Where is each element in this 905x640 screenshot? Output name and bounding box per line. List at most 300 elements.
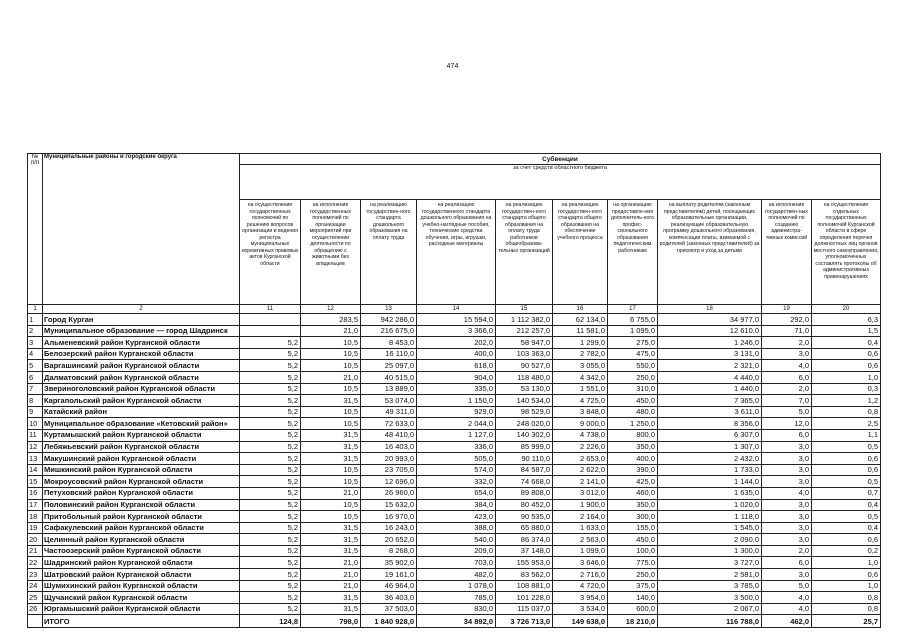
col-number: 15 (496, 305, 553, 314)
value-cell: 785,0 (417, 592, 496, 604)
row-number: 16 (28, 487, 43, 499)
value-cell: 10,5 (301, 360, 361, 372)
value-cell: 5,2 (240, 569, 301, 581)
value-cell: 9 000,0 (553, 418, 608, 430)
value-cell: 6 755,0 (608, 314, 658, 326)
value-cell: 0,5 (812, 476, 881, 488)
value-cell: 16 110,0 (361, 348, 417, 360)
value-cell: 116 788,0 (658, 615, 762, 628)
value-cell: 62 134,0 (553, 314, 608, 326)
value-cell: 15 632,0 (361, 499, 417, 511)
row-number: 7 (28, 383, 43, 395)
value-cell: 798,0 (301, 615, 361, 628)
value-cell: 1 020,0 (658, 499, 762, 511)
value-cell: 3 500,0 (658, 592, 762, 604)
value-cell: 12 610,0 (658, 325, 762, 337)
value-cell: 3,0 (762, 511, 812, 523)
value-cell: 5,2 (240, 360, 301, 372)
value-cell: 10,5 (301, 418, 361, 430)
value-cell: 3,0 (762, 499, 812, 511)
row-number: 26 (28, 603, 43, 615)
district-name: Притобольный район Курганской области (43, 511, 240, 523)
value-cell: 3,0 (762, 476, 812, 488)
row-number: 20 (28, 534, 43, 546)
value-cell: 540,0 (417, 534, 496, 546)
value-cell: 90 527,0 (496, 360, 553, 372)
value-cell: 140,0 (608, 592, 658, 604)
value-cell: 2,0 (762, 545, 812, 557)
value-cell: 21,0 (301, 557, 361, 569)
value-cell: 6,3 (812, 314, 881, 326)
value-cell: 0,6 (812, 534, 881, 546)
col-number: 18 (658, 305, 762, 314)
district-name: Белозерский район Курганской области (43, 348, 240, 360)
district-name: Шатровский район Курганской области (43, 569, 240, 581)
table-row (28, 499, 881, 511)
value-cell: 100,0 (608, 545, 658, 557)
value-cell: 600,0 (608, 603, 658, 615)
row-number: 12 (28, 441, 43, 453)
col-header-18: на выплату родителям (законным представителям) детей, посещающих образовательные организации, реализующие образовательную программу дошкольного образования, компенсации платы, взимаемой с родителей (законных представителей) за присмотр и уход за детьми (658, 200, 762, 305)
value-cell: 74 668,0 (496, 476, 553, 488)
table-row (28, 487, 881, 499)
value-cell: 90 535,0 (496, 511, 553, 523)
value-cell: 1 900,0 (553, 499, 608, 511)
value-cell: 2 090,0 (658, 534, 762, 546)
value-cell: 26 960,0 (361, 487, 417, 499)
value-cell: 3 611,0 (658, 406, 762, 418)
value-cell: 31,5 (301, 545, 361, 557)
value-cell: 5,2 (240, 418, 301, 430)
value-cell: 21,0 (301, 580, 361, 592)
table-row (28, 429, 881, 441)
value-cell: 10,5 (301, 348, 361, 360)
value-cell: 3,0 (762, 441, 812, 453)
district-name: Целинный район Курганской области (43, 534, 240, 546)
district-name: Петуховский район Курганской области (43, 487, 240, 499)
value-cell: 800,0 (608, 429, 658, 441)
value-cell: 942 286,0 (361, 314, 417, 326)
district-name: Мишкинский район Курганской области (43, 464, 240, 476)
value-cell: 0,3 (812, 383, 881, 395)
value-cell: 3 534,0 (553, 603, 608, 615)
value-cell: 3 646,0 (553, 557, 608, 569)
row-number: 8 (28, 395, 43, 407)
value-cell: 830,0 (417, 603, 496, 615)
value-cell: 2 321,0 (658, 360, 762, 372)
value-cell: 12,0 (762, 418, 812, 430)
row-number: 15 (28, 476, 43, 488)
value-cell: 0,6 (812, 360, 881, 372)
value-cell: 2 653,0 (553, 453, 608, 465)
district-name: Мокроусовский район Курганской области (43, 476, 240, 488)
value-cell: 21,0 (301, 569, 361, 581)
row-number: 19 (28, 522, 43, 534)
value-cell: 86 374,0 (496, 534, 553, 546)
value-cell: 85 999,0 (496, 441, 553, 453)
table-row (28, 557, 881, 569)
value-cell: 31,5 (301, 453, 361, 465)
row-number: 5 (28, 360, 43, 372)
value-cell: 335,0 (417, 383, 496, 395)
table-row (28, 569, 881, 581)
value-cell: 23 705,0 (361, 464, 417, 476)
row-number: 25 (28, 592, 43, 604)
value-cell: 1 733,0 (658, 464, 762, 476)
value-cell: 31,5 (301, 534, 361, 546)
value-cell: 350,0 (608, 441, 658, 453)
value-cell: 10,5 (301, 499, 361, 511)
value-cell: 462,0 (762, 615, 812, 628)
value-cell: 1 299,0 (553, 337, 608, 349)
value-cell (240, 325, 301, 337)
value-cell: 0,6 (812, 348, 881, 360)
table-row (28, 511, 881, 523)
value-cell: 5,2 (240, 592, 301, 604)
value-cell: 3 131,0 (658, 348, 762, 360)
value-cell: 1 545,0 (658, 522, 762, 534)
row-number: 24 (28, 580, 43, 592)
value-cell: 3 727,0 (658, 557, 762, 569)
district-name: Щучанский район Курганской области (43, 592, 240, 604)
row-number: 17 (28, 499, 43, 511)
value-cell: 35 902,0 (361, 557, 417, 569)
row-number: 13 (28, 453, 43, 465)
col-number: 16 (553, 305, 608, 314)
row-number (28, 615, 43, 628)
value-cell: 37 503,0 (361, 603, 417, 615)
value-cell: 1,0 (812, 557, 881, 569)
table-row (28, 580, 881, 592)
value-cell: 10,5 (301, 337, 361, 349)
value-cell: 31,5 (301, 429, 361, 441)
table-row (28, 325, 881, 337)
value-cell: 0,2 (812, 545, 881, 557)
district-name: Катайский район (43, 406, 240, 418)
value-cell: 1 144,0 (658, 476, 762, 488)
value-cell: 31,5 (301, 522, 361, 534)
row-number: 10 (28, 418, 43, 430)
value-cell: 1 840 928,0 (361, 615, 417, 628)
col-number: 19 (762, 305, 812, 314)
table-row (28, 522, 881, 534)
value-cell: 16 970,0 (361, 511, 417, 523)
row-number: 4 (28, 348, 43, 360)
value-cell: 2 716,0 (553, 569, 608, 581)
value-cell: 1 095,0 (608, 325, 658, 337)
value-cell: 0,4 (812, 499, 881, 511)
col-header-14: на реализацию государственного стандарта дошкольного образования на учебно-наглядные пособия, технические средства обучения, игры, игрушки, расходные материалы (417, 200, 496, 305)
value-cell: 283,5 (301, 314, 361, 326)
value-cell: 83 562,0 (496, 569, 553, 581)
value-cell: 149 638,0 (553, 615, 608, 628)
value-cell: 8 453,0 (361, 337, 417, 349)
value-cell: 0,5 (812, 441, 881, 453)
value-cell: 155,0 (608, 522, 658, 534)
source-header: за счет средств областного бюджета (240, 165, 881, 200)
value-cell: 216 675,0 (361, 325, 417, 337)
col-header-17: на организацию предоставле-ния дополнитель-ного профес-сионального образования педагогическим работникам (608, 200, 658, 305)
value-cell: 5,2 (240, 337, 301, 349)
value-cell: 40 515,0 (361, 371, 417, 383)
value-cell: 18 210,0 (608, 615, 658, 628)
value-cell: 7,0 (762, 395, 812, 407)
value-cell: 248 020,0 (496, 418, 553, 430)
value-cell: 5,2 (240, 603, 301, 615)
value-cell: 21,0 (301, 325, 361, 337)
value-cell: 10,5 (301, 406, 361, 418)
value-cell: 574,0 (417, 464, 496, 476)
value-cell: 5,2 (240, 441, 301, 453)
value-cell: 275,0 (608, 337, 658, 349)
row-number: 23 (28, 569, 43, 581)
value-cell: 2 226,0 (553, 441, 608, 453)
value-cell: 31,5 (301, 441, 361, 453)
value-cell: 375,0 (608, 580, 658, 592)
col-header-16: на реализацию государствен-ного стандарта общего образования на обеспечение учебного процесса (553, 200, 608, 305)
district-name: Куртамышский район Курганской области (43, 429, 240, 441)
value-cell: 654,0 (417, 487, 496, 499)
district-name: Варгашинский район Курганской области (43, 360, 240, 372)
value-cell: 929,0 (417, 406, 496, 418)
value-cell: 2 432,0 (658, 453, 762, 465)
value-cell: 0,8 (812, 603, 881, 615)
value-cell: 3 055,0 (553, 360, 608, 372)
col-number: 12 (301, 305, 361, 314)
value-cell: 1 635,0 (658, 487, 762, 499)
value-cell: 1 250,0 (608, 418, 658, 430)
value-cell: 3 954,0 (553, 592, 608, 604)
value-cell: 10,5 (301, 476, 361, 488)
value-cell: 4,0 (762, 603, 812, 615)
value-cell: 21,0 (301, 371, 361, 383)
value-cell: 2,5 (812, 418, 881, 430)
value-cell: 6,0 (762, 429, 812, 441)
value-cell: 3 726 713,0 (496, 615, 553, 628)
value-cell: 550,0 (608, 360, 658, 372)
value-cell: 5,2 (240, 534, 301, 546)
value-cell: 49 311,0 (361, 406, 417, 418)
value-cell: 618,0 (417, 360, 496, 372)
table-row (28, 314, 881, 326)
value-cell: 1,2 (812, 395, 881, 407)
value-cell: 209,0 (417, 545, 496, 557)
row-number: 18 (28, 511, 43, 523)
value-cell: 31,5 (301, 395, 361, 407)
value-cell: 5,2 (240, 348, 301, 360)
value-cell: 108 881,0 (496, 580, 553, 592)
value-cell: 4,0 (762, 360, 812, 372)
value-cell: 1 078,0 (417, 580, 496, 592)
value-cell: 3 785,0 (658, 580, 762, 592)
value-cell: 775,0 (608, 557, 658, 569)
value-cell: 2 782,0 (553, 348, 608, 360)
value-cell: 5,2 (240, 545, 301, 557)
value-cell: 80 452,0 (496, 499, 553, 511)
value-cell: 475,0 (608, 348, 658, 360)
table-row (28, 603, 881, 615)
value-cell: 2,0 (762, 383, 812, 395)
value-cell: 1 112 382,0 (496, 314, 553, 326)
value-cell: 5,2 (240, 557, 301, 569)
value-cell: 292,0 (762, 314, 812, 326)
value-cell: 4,0 (762, 487, 812, 499)
value-cell: 89 808,0 (496, 487, 553, 499)
value-cell: 202,0 (417, 337, 496, 349)
col-header-11: на осуществление государственных полномочий по решению вопросов организации и ведения регистра муниципальных нормативных правовых актов Курганской области (240, 200, 301, 305)
col-no-header: № п/п (28, 154, 43, 305)
value-cell: 3,0 (762, 569, 812, 581)
value-cell: 0,4 (812, 522, 881, 534)
row-number: 11 (28, 429, 43, 441)
value-cell: 10,5 (301, 464, 361, 476)
value-cell: 3,0 (762, 464, 812, 476)
value-cell: 5,2 (240, 511, 301, 523)
value-cell: 98 529,0 (496, 406, 553, 418)
table-row (28, 592, 881, 604)
value-cell: 384,0 (417, 499, 496, 511)
value-cell: 2 581,0 (658, 569, 762, 581)
row-number: 9 (28, 406, 43, 418)
value-cell: 4 440,0 (658, 371, 762, 383)
row-number: 2 (28, 325, 43, 337)
value-cell: 6,0 (762, 557, 812, 569)
value-cell: 423,0 (417, 511, 496, 523)
value-cell: 0,6 (812, 569, 881, 581)
district-name: ИТОГО (43, 615, 240, 628)
value-cell: 1,0 (812, 371, 881, 383)
col-number: 1 (28, 305, 43, 314)
table-row (28, 453, 881, 465)
table-row (28, 441, 881, 453)
value-cell: 250,0 (608, 371, 658, 383)
value-cell: 425,0 (608, 476, 658, 488)
value-cell: 4 342,0 (553, 371, 608, 383)
row-number: 14 (28, 464, 43, 476)
table-row (28, 534, 881, 546)
value-cell: 34 892,0 (417, 615, 496, 628)
value-cell: 5,2 (240, 476, 301, 488)
value-cell: 1 099,0 (553, 545, 608, 557)
value-cell: 703,0 (417, 557, 496, 569)
value-cell: 71,0 (762, 325, 812, 337)
value-cell: 46 964,0 (361, 580, 417, 592)
value-cell: 4 738,0 (553, 429, 608, 441)
value-cell (240, 314, 301, 326)
row-number: 22 (28, 557, 43, 569)
col-district-header: Муниципальные районы и городские округа (43, 154, 240, 305)
value-cell: 7 365,0 (658, 395, 762, 407)
value-cell: 53 074,0 (361, 395, 417, 407)
value-cell: 390,0 (608, 464, 658, 476)
value-cell: 2 067,0 (658, 603, 762, 615)
value-cell: 37 148,0 (496, 545, 553, 557)
value-cell: 300,0 (608, 511, 658, 523)
table-row (28, 360, 881, 372)
district-name: Далматовский район Курганской области (43, 371, 240, 383)
col-number: 2 (43, 305, 240, 314)
page-number: 474 (446, 63, 459, 70)
table-row (28, 406, 881, 418)
value-cell: 1 246,0 (658, 337, 762, 349)
value-cell: 155 953,0 (496, 557, 553, 569)
value-cell: 450,0 (608, 395, 658, 407)
value-cell: 5,2 (240, 453, 301, 465)
subsidies-table (27, 153, 881, 628)
value-cell: 482,0 (417, 569, 496, 581)
value-cell: 5,2 (240, 580, 301, 592)
col-number: 17 (608, 305, 658, 314)
value-cell: 1 307,0 (658, 441, 762, 453)
col-number: 20 (812, 305, 881, 314)
value-cell: 13 889,0 (361, 383, 417, 395)
value-cell: 65 880,0 (496, 522, 553, 534)
table-row (28, 545, 881, 557)
value-cell: 3 366,0 (417, 325, 496, 337)
value-cell: 72 633,0 (361, 418, 417, 430)
value-cell: 1 118,0 (658, 511, 762, 523)
district-name: Шадринский район Курганской области (43, 557, 240, 569)
value-cell: 19 161,0 (361, 569, 417, 581)
row-number: 21 (28, 545, 43, 557)
value-cell: 350,0 (608, 499, 658, 511)
value-cell: 8 356,0 (658, 418, 762, 430)
value-cell: 2,0 (762, 337, 812, 349)
value-cell: 3,0 (762, 534, 812, 546)
value-cell: 4 725,0 (553, 395, 608, 407)
value-cell: 84 587,0 (496, 464, 553, 476)
value-cell: 58 947,0 (496, 337, 553, 349)
value-cell: 2 563,0 (553, 534, 608, 546)
subsidies-header: Субвенции (240, 154, 881, 165)
table-row (28, 395, 881, 407)
value-cell: 3 012,0 (553, 487, 608, 499)
value-cell: 5,2 (240, 429, 301, 441)
district-name: Шумихинский район Курганской области (43, 580, 240, 592)
district-name: Каргапольский район Курганской области (43, 395, 240, 407)
district-name: Сафакулевский район Курганской области (43, 522, 240, 534)
value-cell: 310,0 (608, 383, 658, 395)
value-cell: 140 534,0 (496, 395, 553, 407)
value-cell: 3,0 (762, 453, 812, 465)
row-number: 1 (28, 314, 43, 326)
value-cell: 3 848,0 (553, 406, 608, 418)
table-row (28, 337, 881, 349)
district-name: Половинский район Курганской области (43, 499, 240, 511)
value-cell: 1 127,0 (417, 429, 496, 441)
value-cell: 90 110,0 (496, 453, 553, 465)
value-cell: 5,0 (762, 580, 812, 592)
value-cell: 332,0 (417, 476, 496, 488)
value-cell: 25 097,0 (361, 360, 417, 372)
col-header-13: на реализацию государствен-ного стандарта дошкольного образования на оплату труда (361, 200, 417, 305)
col-header-12: на исполнение государственных полномочий по организации мероприятий при осуществлении деятельности по обращению с животными без владельцев (301, 200, 361, 305)
value-cell: 450,0 (608, 534, 658, 546)
value-cell: 1 633,0 (553, 522, 608, 534)
district-name: Лебяжьевский район Курганской области (43, 441, 240, 453)
district-name: Юргамышский район Курганской области (43, 603, 240, 615)
col-number: 14 (417, 305, 496, 314)
value-cell: 400,0 (417, 348, 496, 360)
value-cell: 36 403,0 (361, 592, 417, 604)
table-row (28, 418, 881, 430)
col-header-19: на исполнение государствен-ных полномочий по созданию администра-тивных комиссий (762, 200, 812, 305)
district-name: Макушинский район Курганской области (43, 453, 240, 465)
value-cell: 6 307,0 (658, 429, 762, 441)
value-cell: 31,5 (301, 592, 361, 604)
value-cell: 48 410,0 (361, 429, 417, 441)
value-cell: 1,1 (812, 429, 881, 441)
